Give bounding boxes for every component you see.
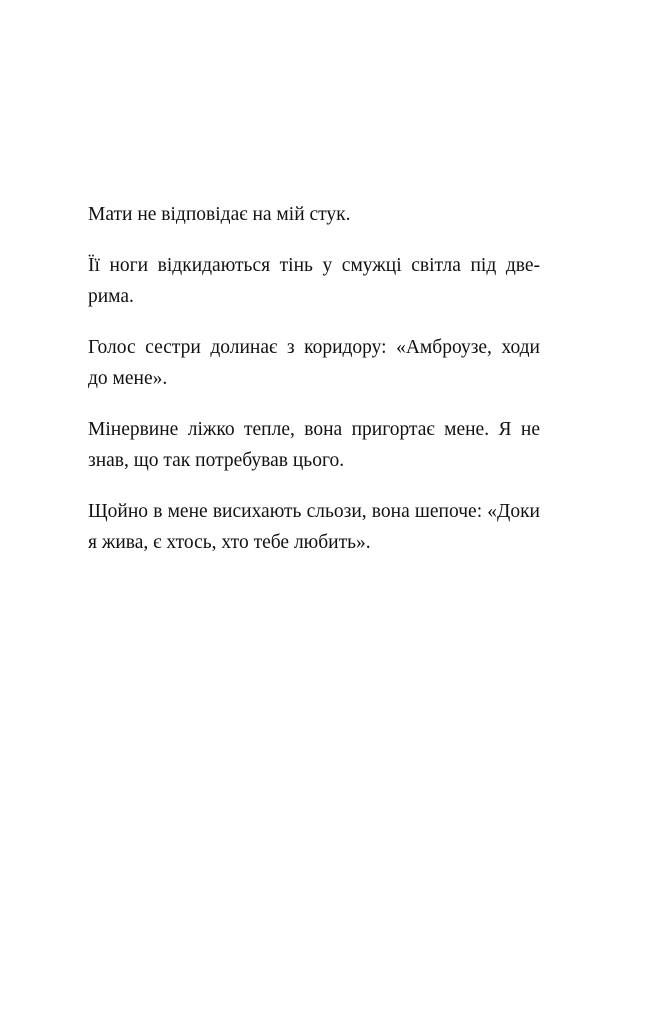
paragraph-5 bbox=[88, 496, 540, 558]
paragraph-1 bbox=[88, 199, 540, 230]
text-line: Мати не відповідає на мій стук. bbox=[88, 204, 351, 225]
text-line: Мінервине ліжко тепле, вона пригортає мене. Я не bbox=[88, 419, 540, 440]
paragraph-2 bbox=[88, 250, 540, 312]
text-line: до мене». bbox=[88, 368, 168, 389]
paragraph-4 bbox=[88, 414, 540, 476]
text-line: Щойно в мене висихають сльози, вона шепоче: «Доки bbox=[88, 501, 540, 522]
text-line: рима. bbox=[88, 286, 134, 307]
text-line: Голос сестри долинає з коридору: «Амброузе, ходи bbox=[88, 337, 540, 358]
text-line: знав, що так потребував цього. bbox=[88, 450, 345, 471]
text-line: я жива, є хтось, хто тебе любить». bbox=[88, 532, 371, 553]
text-line: Її ноги відкидаються тінь у смужці світла під две- bbox=[88, 255, 540, 276]
body-text bbox=[88, 199, 540, 578]
paragraph-3 bbox=[88, 332, 540, 394]
